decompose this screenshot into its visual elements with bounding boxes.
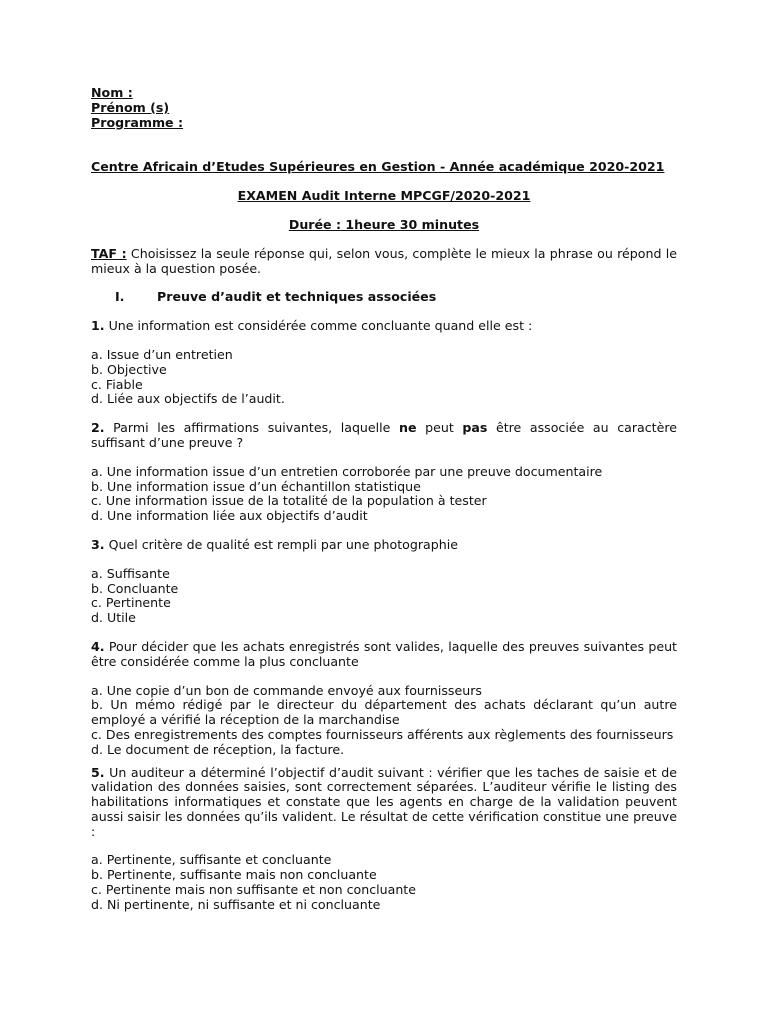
- emphasis-pas: pas: [462, 420, 488, 436]
- question-text: Pour décider que les achats enregistrés sont valides, laquelle des preuves suivantes peut être considérée comme la plus concluante: [91, 638, 677, 669]
- question-text: Quel critère de qualité est rempli par une photographie: [104, 536, 458, 552]
- question-text: Parmi les affirmations suivantes, laquelle: [104, 420, 399, 436]
- option-c: c. Une information issue de la totalité de la population à tester: [91, 493, 487, 509]
- option-c: c. Pertinente mais non suffisante et non concluante: [91, 882, 416, 898]
- programme-label: Programme :: [91, 114, 184, 130]
- option-d: d. Utile: [91, 610, 136, 626]
- question-3: [91, 538, 677, 553]
- emphasis-ne: ne: [399, 420, 417, 436]
- question-3-options: [91, 567, 677, 626]
- question-number: 4.: [91, 638, 105, 654]
- exam-page: [91, 86, 677, 913]
- question-4-options: [91, 684, 677, 758]
- taf-label: TAF :: [91, 245, 127, 261]
- option-b: b. Pertinente, suffisante mais non concluante: [91, 867, 377, 883]
- section-heading: [91, 290, 677, 305]
- question-5: [91, 766, 677, 840]
- school-title: Centre Africain d’Etudes Supérieures en Gestion - Année académique 2020-2021: [91, 159, 665, 175]
- exam-title: EXAMEN Audit Interne MPCGF/2020-2021: [237, 188, 531, 204]
- question-number: 3.: [91, 536, 105, 552]
- option-a: a. Une information issue d’un entretien corroborée par une preuve documentaire: [91, 463, 603, 479]
- option-c: c. Fiable: [91, 376, 143, 392]
- question-number: 2.: [91, 420, 105, 436]
- option-b: b. Objective: [91, 361, 167, 377]
- question-5-options: [91, 853, 677, 912]
- option-d: d. Le document de réception, la facture.: [91, 741, 345, 757]
- exam-duration: Durée : 1heure 30 minutes: [288, 216, 480, 232]
- option-d: d. Liée aux objectifs de l’audit.: [91, 391, 285, 407]
- nom-label: Nom :: [91, 85, 133, 100]
- question-text: Une information est considérée comme concluante quand elle est :: [104, 318, 533, 334]
- option-b: b. Une information issue d’un échantillon statistique: [91, 478, 421, 494]
- option-a: a. Issue d’un entretien: [91, 346, 233, 362]
- taf-instructions: [91, 247, 677, 277]
- question-2: [91, 421, 677, 451]
- question-number: 1.: [91, 318, 105, 334]
- option-d: d. Ni pertinente, ni suffisante et ni concluante: [91, 896, 381, 912]
- section-title: Preuve d’audit et techniques associées: [157, 289, 437, 305]
- option-a: a. Suffisante: [91, 565, 170, 581]
- taf-text: Choisissez la seule réponse qui, selon vous, complète le mieux la phrase ou répond le mieux à la question posée.: [91, 245, 677, 276]
- option-a: a. Une copie d’un bon de commande envoyé aux fournisseurs: [91, 682, 482, 698]
- question-text: être associée au caractère suffisant d’une preuve ?: [91, 420, 678, 450]
- option-d: d. Une information liée aux objectifs d’audit: [91, 508, 368, 524]
- option-c: c. Des enregistrements des comptes fournisseurs afférents aux règlements des fournisseurs: [91, 726, 674, 742]
- question-1: [91, 319, 677, 334]
- question-number: 5.: [91, 764, 105, 780]
- option-c: c. Pertinente: [91, 595, 171, 611]
- prenom-label: Prénom (s): [91, 99, 170, 115]
- option-b: b. Concluante: [91, 580, 179, 596]
- question-text: Un auditeur a déterminé l’objectif d’audit suivant : vérifier que les taches de saisie et de validation des données saisies, sont correctement séparées. L’auditeur vérifie le listing des habilitations informatiques et constate que les agents en charge de la validation peuvent aussi saisir les données qu’ils valident. Le résultat de cette vérification constitue une preuve :: [91, 764, 677, 839]
- option-a: a. Pertinente, suffisante et concluante: [91, 852, 332, 868]
- option-b: b. Un mémo rédigé par le directeur du département des achats déclarant qu’un autre employé a vérifié la réception de la marchandise: [91, 697, 677, 728]
- question-2-options: [91, 465, 677, 524]
- question-text: peut: [416, 420, 463, 436]
- question-1-options: [91, 348, 677, 407]
- question-4: [91, 640, 677, 670]
- section-number: I.: [115, 289, 125, 305]
